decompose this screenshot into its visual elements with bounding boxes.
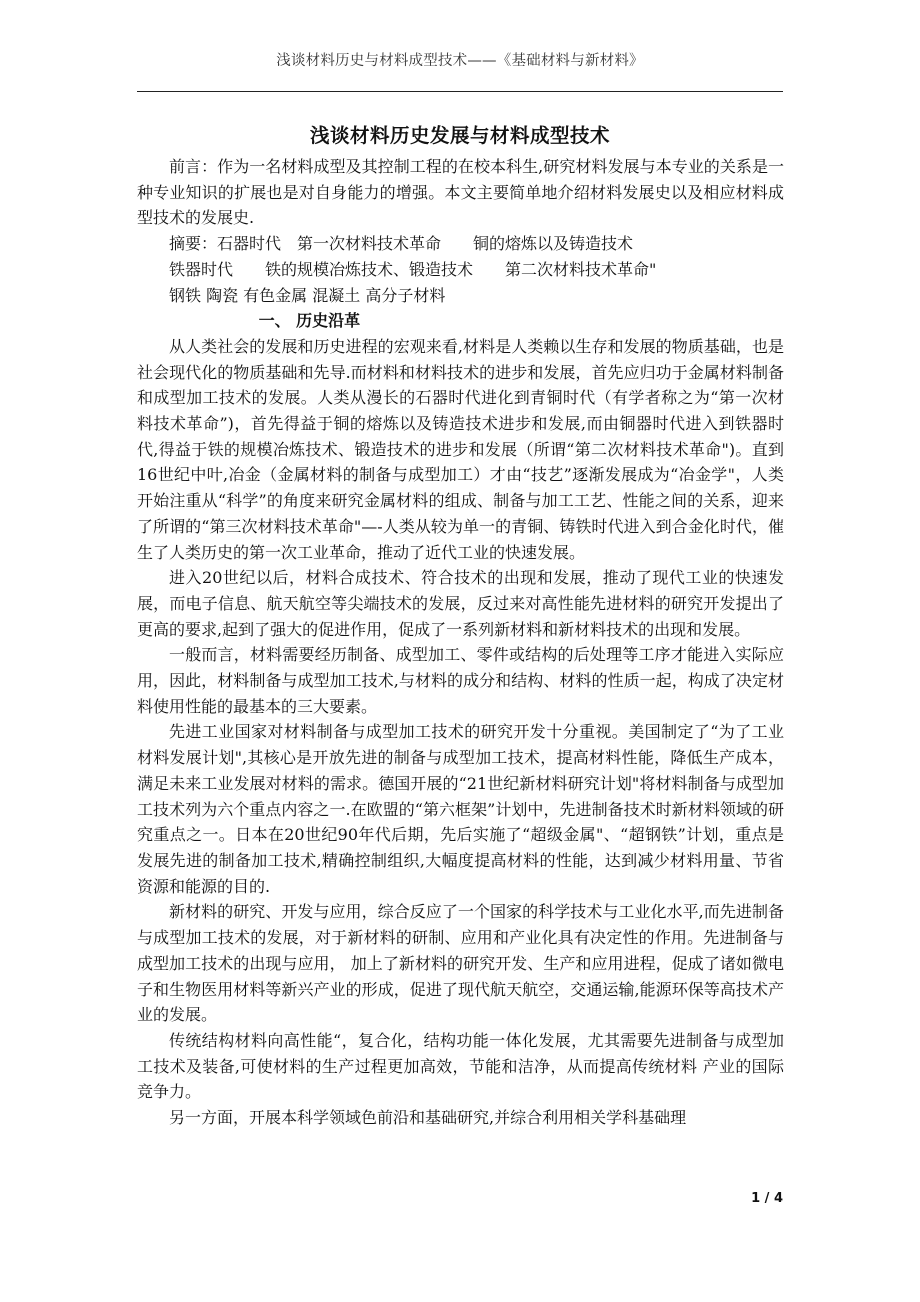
body-paragraph: 一般而言，材料需要经历制备、成型加工、零件或结构的后处理等工序才能进入实际应用，因此，材料制备与成型加工技术,与材料的成分和结构、材料的性质一起，构成了决定材料使用性能的最基本的三大要素。	[137, 645, 784, 716]
document-body	[137, 154, 784, 1131]
keywords-line: 钢铁 陶瓷 有色金属 混凝土 高分子材料	[169, 285, 446, 305]
section-heading: 一、 历史沿革	[258, 311, 361, 331]
preface-paragraph: 前言：作为一名材料成型及其控制工程的在校本科生,研究材料发展与本专业的关系是一种专业知识的扩展也是对自身能力的增强。本文主要简单地介绍材料发展史以及相应材料成型技术的发展史.	[137, 157, 784, 228]
body-paragraph: 进入20世纪以后，材料合成技术、符合技术的出现和发展，推动了现代工业的快速发展，而电子信息、航天航空等尖端技术的发展，反过来对高性能先进材料的研究开发提出了更高的要求,起到了强大的促进作用，促成了一系列新材料和新材料技术的出现和发展。	[137, 568, 784, 639]
body-paragraph: 传统结构材料向高性能“，复合化，结构功能一体化发展，尤其需要先进制备与成型加工技术及装备,可使材料的生产过程更加高效，节能和洁净，从而提高传统材料 产业的国际竞争力。	[137, 1030, 784, 1102]
page-number: 1 / 4	[751, 1191, 783, 1206]
header-divider	[137, 91, 783, 92]
abstract-line: 摘要：石器时代 第一次材料技术革命 铜的熔炼以及铸造技术	[169, 234, 634, 254]
body-paragraph: 另一方面，开展本科学领域色前沿和基础研究,并综合利用相关学科基础理	[169, 1108, 687, 1128]
body-paragraph: 从人类社会的发展和历史进程的宏观来看,材料是人类赖以生存和发展的物质基础，也是社会现代化的物质基础和先导.而材料和材料技术的进步和发展，首先应归功于金属材料制备和成型加工技术的发展。人类从漫长的石器时代进化到青铜时代（有学者称之为“第一次材料技术革命”)，首先得益于铜的熔炼以及铸造技术进步和发展,而由铜器时代进入到铁器时代,得益于铁的规模冶炼技术、锻造技术的进步和发展（所谓“第二次材料技术革命")。直到16世纪中叶,冶金（金属材料的制备与成型加工）才由“技艺”逐渐发展成为“冶金学"，人类开始注重从“科学”的角度来研究金属材料的组成、制备与加工工艺、性能之间的关系，迎来了所谓的“第三次材料技术革命"—-人类从较为单一的青铜、铸铁时代进入到合金化时代，催生了人类历史的第一次工业革命，推动了近代工业的快速发展。	[137, 336, 784, 562]
body-paragraph: 新材料的研究、开发与应用，综合反应了一个国家的科学技术与工业化水平,而先进制备与成型加工技术的发展，对于新材料的研制、应用和产业化具有决定性的作用。先进制备与成型加工技术的出现与应用， 加上了新材料的研究开发、生产和应用进程，促成了诸如微电子和生物医用材料等新兴产业的形成，促进了现代航天航空，交通运输,能源环保等高技术产业的发展。	[137, 902, 784, 1025]
document-title: 浅谈材料历史发展与材料成型技术	[309, 124, 610, 147]
keywords-line: 铁器时代 铁的规模冶炼技术、锻造技术 第二次材料技术革命"	[169, 259, 657, 279]
running-header: 浅谈材料历史与材料成型技术——《基础材料与新材料》	[276, 53, 644, 69]
body-paragraph: 先进工业国家对材料制备与成型加工技术的研究开发十分重视。美国制定了“为了工业材料发展计划",其核心是开放先进的制备与成型加工技术，提高材料性能，降低生产成本，满足未来工业发展对材料的需求。德国开展的“21世纪新材料研究计划"将材料制备与成型加工技术列为六个重点内容之一.在欧盟的“第六框架”计划中，先进制备技术时新材料领域的研究重点之一。日本在20世纪90年代后期，先后实施了“超级金属"、“超钢铁”计划，重点是发展先进的制备加工技术,精确控制组织,大幅度提高材料的性能，达到减少材料用量、节省资源和能源的目的.	[137, 722, 784, 896]
